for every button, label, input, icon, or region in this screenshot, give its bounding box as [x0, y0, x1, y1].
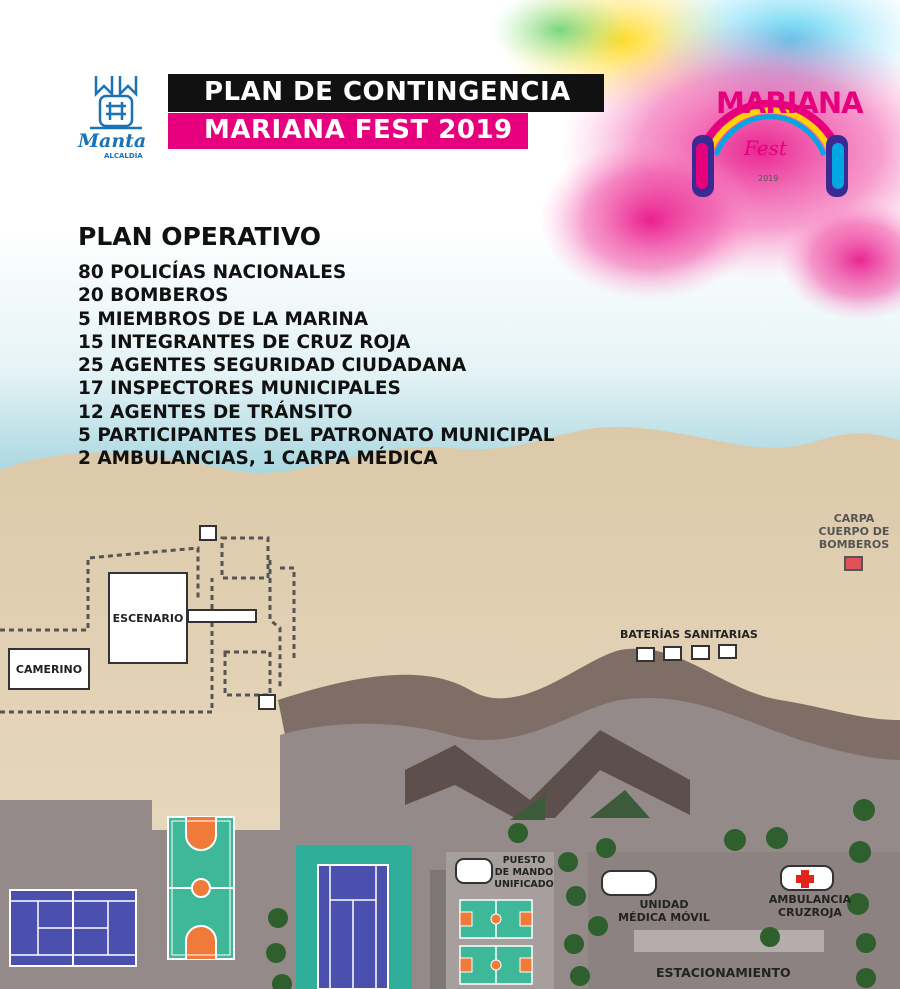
plan-item: 80 POLICÍAS NACIONALES — [78, 262, 347, 283]
page-subtitle: MARIANA FEST 2019 — [204, 115, 513, 145]
page-title: PLAN DE CONTINGENCIA — [204, 77, 571, 107]
map-camerino: CAMERINO — [8, 648, 90, 690]
puesto-line2: DE MANDO — [494, 867, 554, 878]
map-escenario: ESCENARIO — [108, 572, 188, 664]
plan-list — [78, 261, 554, 471]
plan-item: 5 MIEMBROS DE LA MARINA — [78, 308, 369, 330]
plan-item: 25 AGENTES SEGURIDAD CIUDADANA — [78, 355, 467, 377]
puesto-line1: PUESTO — [502, 855, 546, 866]
plan-item: 20 BOMBEROS — [78, 285, 229, 307]
plan-item: 17 INSPECTORES MUNICIPALES — [78, 378, 401, 400]
logo-subtitle: ALCALDÍA — [104, 152, 143, 160]
festival-logo-name: MARIANA — [716, 86, 863, 120]
plan-item: 2 AMBULANCIAS, 1 CARPA MÉDICA — [78, 448, 438, 470]
festival-logo-year: 2019 — [758, 174, 779, 183]
plan-title: PLAN OPERATIVO — [78, 222, 322, 251]
ambulancia-line1: AMBULANCIA — [768, 893, 852, 906]
plan-item: 5 PARTICIPANTES DEL PATRONATO MUNICIPAL — [78, 425, 555, 447]
unidad-line2: MÉDICA MÓVIL — [618, 911, 710, 924]
festival-logo-sub: Fest — [744, 136, 787, 160]
plan-item: 12 AGENTES DE TRÁNSITO — [78, 401, 353, 423]
map-carpa-bomberos — [814, 512, 894, 551]
logo-city-name: Manta — [78, 130, 147, 152]
manta-logo — [74, 72, 164, 162]
festival-logo — [700, 70, 863, 200]
map-baterias: BATERÍAS SANITARIAS — [620, 628, 758, 641]
carpa-line3: BOMBEROS — [818, 538, 890, 551]
carpa-line1: CARPA — [833, 512, 875, 525]
map-unidad-medica — [614, 898, 714, 924]
map-estacionamiento: ESTACIONAMIENTO — [656, 965, 791, 980]
unidad-line1: UNIDAD — [639, 898, 689, 911]
plan-item: 15 INTEGRANTES DE CRUZ ROJA — [78, 331, 411, 353]
ambulancia-line2: CRUZROJA — [778, 906, 842, 919]
map-ambulancia — [755, 893, 865, 919]
map-puesto-mando — [492, 855, 556, 891]
carpa-line2: CUERPO DE — [818, 525, 890, 538]
puesto-line3: UNIFICADO — [494, 879, 554, 890]
